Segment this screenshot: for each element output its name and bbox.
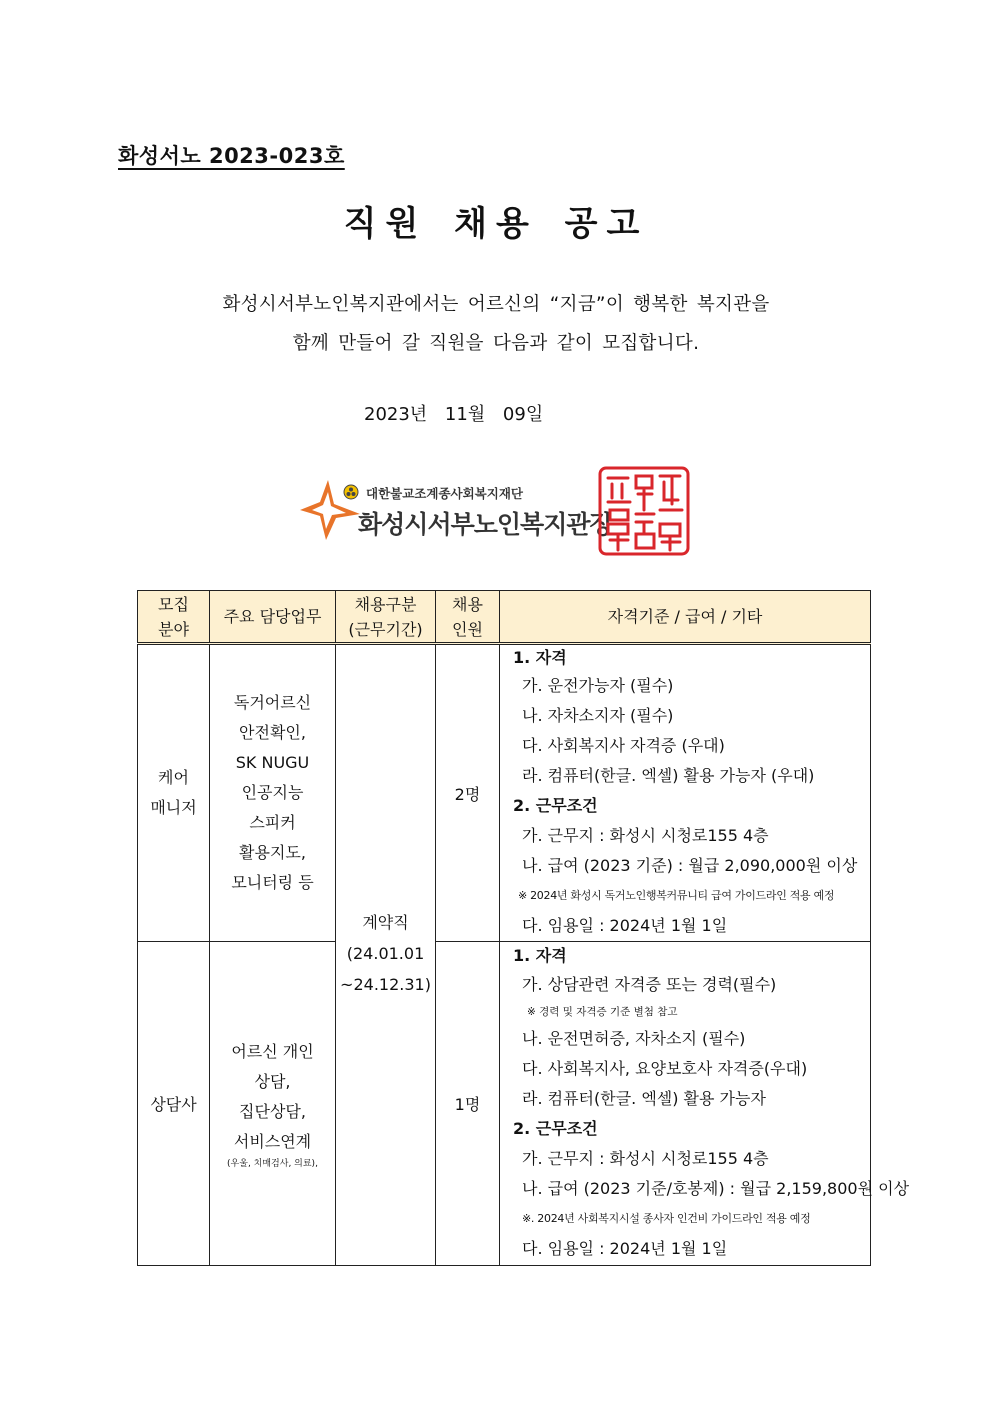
employment-type-cell (336, 644, 436, 1266)
row-field: 케어 매니저 (138, 644, 210, 942)
foundation-emblem-icon (343, 484, 359, 500)
row-count: 2명 (436, 644, 500, 942)
contract-period: 계약직 (24.01.01 ~24.12.31) (340, 913, 431, 994)
announcement-date: 2023년 11월 09일 (364, 404, 544, 425)
header-field: 모집 분야 (138, 591, 210, 644)
intro-line-2: 함께 만들어 갈 직원을 다음과 같이 모집합니다. (292, 333, 700, 354)
header-type: 채용구분 (근무기간) (336, 591, 436, 644)
document-number: 화성서노 2023-023호 (118, 144, 345, 168)
recruitment-table (137, 590, 910, 1266)
table-row (138, 644, 871, 942)
header-duty: 주요 담당업무 (210, 591, 336, 644)
header-count: 채용 인원 (436, 591, 500, 644)
row-duty: 독거어르신 안전확인, SK NUGU 인공지능 스피커 활용지도, 모니터링 등 (210, 644, 336, 942)
foundation-name: 대한불교조계종사회복지재단 (366, 486, 523, 501)
organization-logo (298, 474, 613, 546)
row-qualification: 1. 자격 가. 운전가능자 (필수) 나. 자차소지자 (필수) 다. 사회복지사 자격증 (우대) 라. 컴퓨터(한글. 엑셀) 활용 가능자 (우대) 2. 근무조건 가. 근무지 : 화성시 시청로155 4층 나. 급여 (2023 기준) : 월급 2,090,000원 이상 ※ 2024년 화성시 독거노인행복커뮤니티 급여 가이드라인 적용 예정 다. 임용일 : 2024년 1월 1일 (500, 644, 871, 942)
header-qualification: 자격기준 / 급여 / 기타 (500, 591, 871, 644)
row-field: 상담사 (138, 942, 210, 1266)
intro-line-1: 화성시서부노인복지관에서는 어르신의 “지금”이 행복한 복지관을 (222, 294, 770, 315)
row-count: 1명 (436, 942, 500, 1266)
official-seal-icon (598, 466, 690, 556)
page-title: 직원 채용 공고 (343, 204, 649, 244)
table-row (138, 942, 871, 1266)
row-duty: 어르신 개인 상담, 집단상담, 서비스연계 (우울, 치매검사, 의료), (210, 942, 336, 1266)
center-director-name: 화성시서부노인복지관장 (358, 510, 613, 539)
row-qualification: 1. 자격 가. 상담관련 자격증 또는 경력(필수) ※ 경력 및 자격증 기준 별첨 참고 나. 운전면허증, 자차소지 (필수) 다. 사회복지사, 요양보호사 자격증(우대) 라. 컴퓨터(한글. 엑셀) 활용 가능자 2. 근무조건 가. 근무지 : 화성시 시청로155 4층 나. 급여 (2023 기준/호봉제) : 월급 2,159,800원 이상 ※. 2024년 사회복지시설 종사자 인건비 가이드라인 적용 예정 다. 임용일 : 2024년 1월 1일 (500, 942, 871, 1266)
table-header-row (138, 591, 871, 644)
